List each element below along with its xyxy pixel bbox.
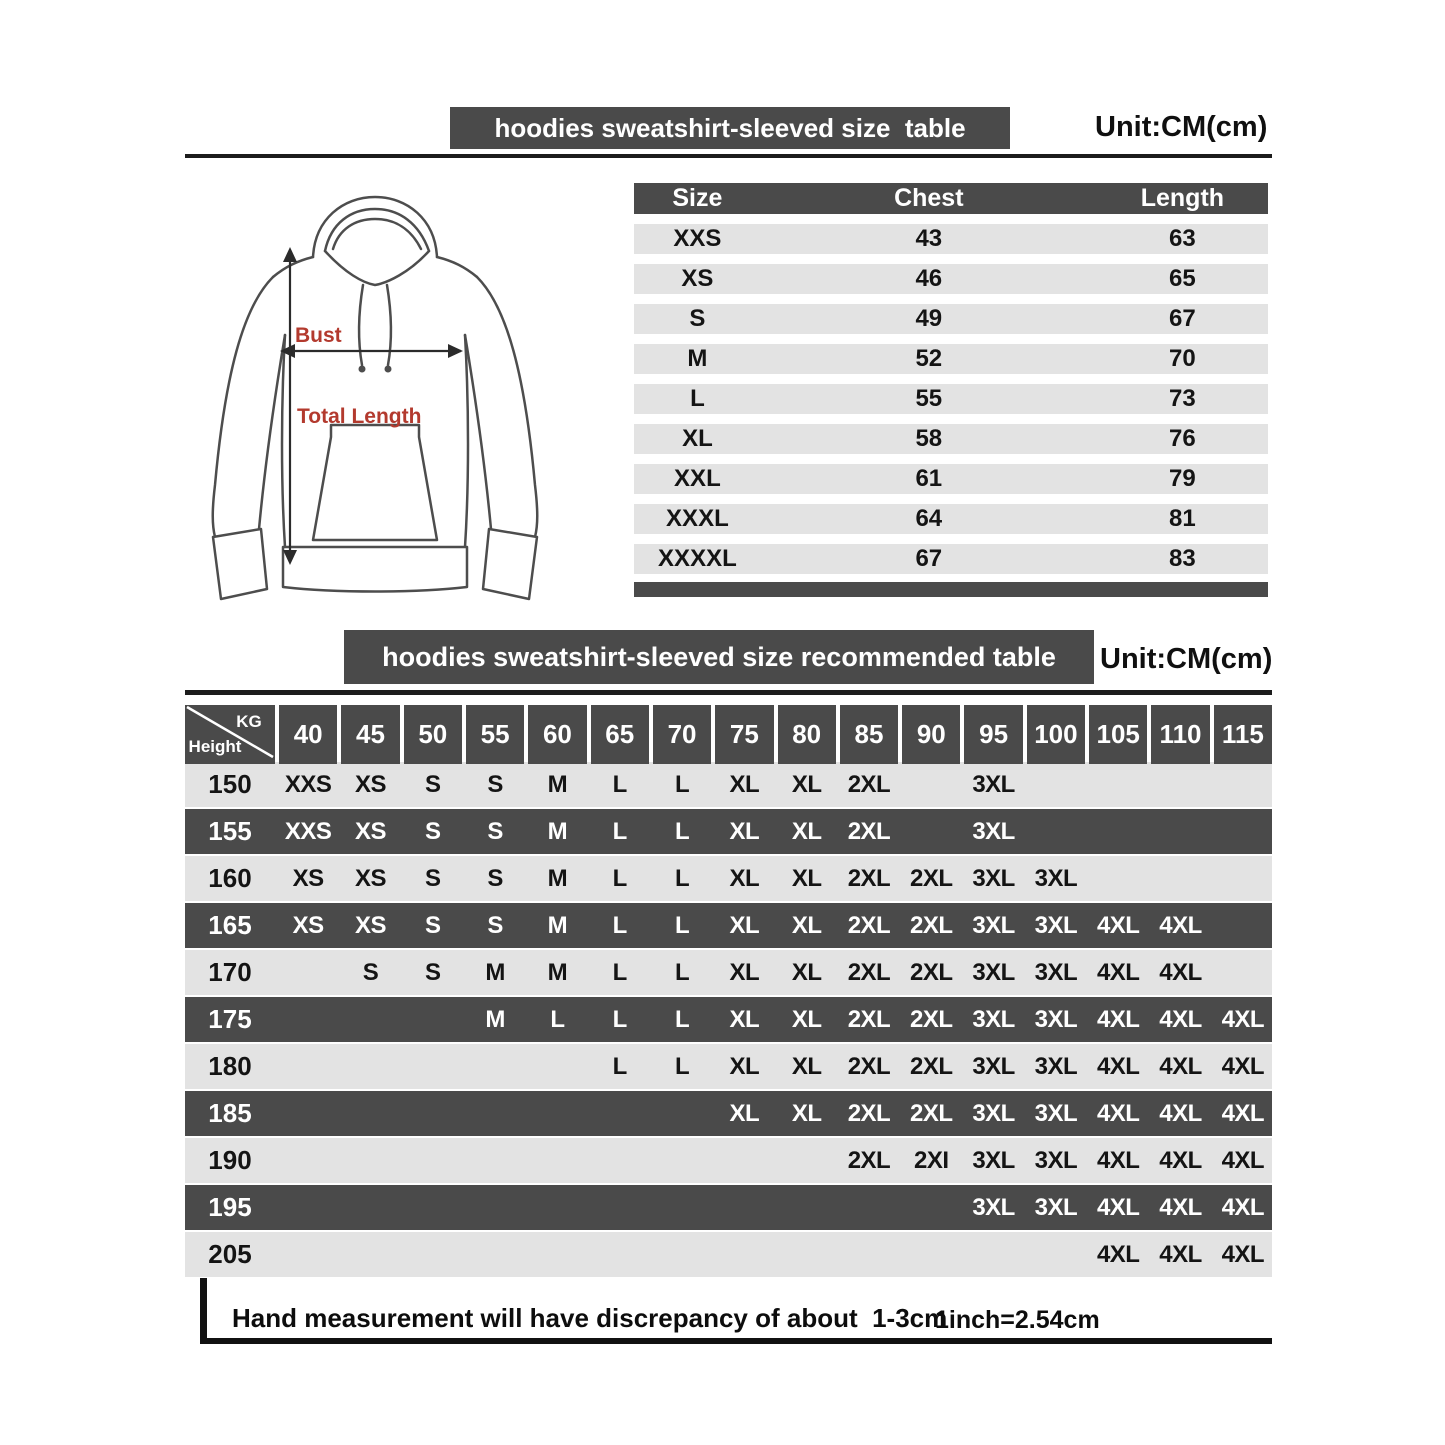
drawstring-left xyxy=(359,285,363,365)
size-cell: 4XL xyxy=(1159,1099,1202,1127)
size-cell: XL xyxy=(729,1052,760,1080)
size-cell: 3XL xyxy=(972,911,1015,939)
unit-label: Unit:CM(cm) xyxy=(1100,643,1273,675)
size-cell: 2XL xyxy=(847,1052,891,1080)
kg-column-header: 70 xyxy=(653,705,711,764)
size-table-cell: 52 xyxy=(915,345,943,372)
kg-column-header: 85 xyxy=(840,705,898,764)
height-label: 155 xyxy=(208,816,252,846)
size-cell: XL xyxy=(791,817,822,845)
size-cell: XL xyxy=(791,958,822,986)
footer-note: Hand measurement will have discrepancy of about 1-3cm xyxy=(232,1303,948,1333)
size-cell: 2XL xyxy=(847,958,891,986)
height-label: 185 xyxy=(208,1098,252,1128)
size-table-cell: 46 xyxy=(915,265,943,292)
size-cell: 4XL xyxy=(1096,1240,1140,1268)
kg-column-header: 75 xyxy=(715,705,773,764)
size-table-cell: 70 xyxy=(1169,345,1196,372)
pocket xyxy=(313,425,437,540)
size-cell: L xyxy=(674,1052,690,1080)
size-cell: 4XL xyxy=(1159,1005,1202,1033)
size-cell: XL xyxy=(729,1099,760,1127)
matrix-row xyxy=(185,809,1272,854)
size-table-cell: 43 xyxy=(915,225,943,252)
size-cell: M xyxy=(547,817,568,845)
height-label: 170 xyxy=(208,957,252,987)
size-cell: M xyxy=(547,864,568,892)
height-label: 165 xyxy=(208,910,252,940)
size-cell: S xyxy=(487,911,503,939)
kg-column-header: 50 xyxy=(404,705,462,764)
size-table-cell: L xyxy=(690,385,705,412)
size-cell: S xyxy=(425,770,441,798)
matrix-row xyxy=(185,1232,1272,1277)
corner-height-label: Height xyxy=(188,737,242,756)
size-table-title: hoodies sweatshirt-sleeved size table xyxy=(494,112,966,143)
size-table-header-cell: Length xyxy=(1140,184,1225,212)
size-cell: 4XL xyxy=(1096,1099,1140,1127)
footer-rule-horizontal xyxy=(200,1338,1272,1344)
size-cell: 3XL xyxy=(972,1099,1015,1127)
size-table-row xyxy=(634,224,1268,254)
size-cell: 4XL xyxy=(1096,1146,1140,1174)
size-cell: 3XL xyxy=(972,1005,1015,1033)
size-table-cell: 83 xyxy=(1169,545,1196,572)
size-cell: 3XL xyxy=(972,1052,1015,1080)
matrix-row xyxy=(185,1044,1272,1089)
size-cell: 3XL xyxy=(1034,1146,1078,1174)
size-table-cell: 58 xyxy=(915,425,943,452)
size-cell: L xyxy=(612,1005,627,1033)
size-cell: L xyxy=(612,864,627,892)
size-cell: L xyxy=(612,911,627,939)
left-cuff xyxy=(213,529,267,599)
size-cell: 3XL xyxy=(972,864,1015,892)
height-label: 195 xyxy=(208,1192,252,1222)
footer-rule-vertical xyxy=(200,1278,207,1344)
size-cell: 4XL xyxy=(1096,958,1140,986)
size-cell: 3XL xyxy=(972,770,1015,798)
kg-column-header: 110 xyxy=(1151,705,1209,764)
height-label: 175 xyxy=(208,1004,252,1034)
size-cell: S xyxy=(425,864,441,892)
size-cell: L xyxy=(674,958,690,986)
size-table-row xyxy=(634,464,1268,494)
kg-column-header: 60 xyxy=(528,705,586,764)
height-label: 205 xyxy=(208,1239,252,1269)
kg-column-header: 55 xyxy=(466,705,524,764)
size-cell: XL xyxy=(729,958,760,986)
size-cell: 2XI xyxy=(914,1146,949,1174)
size-table-row xyxy=(634,424,1268,454)
kg-column-header: 90 xyxy=(902,705,960,764)
size-table-cell: XXXL xyxy=(666,505,729,532)
size-cell: L xyxy=(550,1005,565,1033)
kg-column-header: 40 xyxy=(279,705,337,764)
kg-column-header: 105 xyxy=(1089,705,1147,764)
divider-line xyxy=(185,154,1272,158)
size-cell: XL xyxy=(791,864,822,892)
matrix-row xyxy=(185,950,1272,995)
size-table-row xyxy=(634,344,1268,374)
kg-column-header: 80 xyxy=(778,705,836,764)
size-cell: 3XL xyxy=(1034,1005,1078,1033)
size-table-cell: 67 xyxy=(915,545,943,572)
size-cell: M xyxy=(547,958,568,986)
size-cell: 3XL xyxy=(972,817,1015,845)
size-cell: XL xyxy=(729,770,760,798)
recommended-table xyxy=(185,705,1272,1279)
matrix-row xyxy=(185,1185,1272,1230)
size-table-cell: M xyxy=(687,345,708,372)
size-cell: 4XL xyxy=(1221,1193,1265,1221)
size-cell: 4XL xyxy=(1159,911,1202,939)
size-cell: XL xyxy=(729,1005,760,1033)
size-cell: 3XL xyxy=(972,958,1015,986)
size-table-cell: 55 xyxy=(915,385,943,412)
size-table-cell: 76 xyxy=(1169,425,1196,452)
size-cell: 4XL xyxy=(1096,1193,1140,1221)
hood-outline xyxy=(313,197,437,257)
size-table-row xyxy=(634,504,1268,534)
size-cell: XL xyxy=(791,1052,822,1080)
matrix-rows xyxy=(185,762,1272,1277)
height-label: 180 xyxy=(208,1051,252,1081)
size-cell: XL xyxy=(791,1099,822,1127)
size-table-cell: 63 xyxy=(1169,225,1196,252)
size-cell: 4XL xyxy=(1221,1240,1265,1268)
size-table-cell: 49 xyxy=(915,305,943,332)
size-cell: XL xyxy=(729,911,760,939)
size-cell: 3XL xyxy=(972,1146,1015,1174)
size-cell: 4XL xyxy=(1159,1240,1202,1268)
corner-cell xyxy=(185,705,275,764)
size-cell: 2XL xyxy=(910,958,953,986)
size-cell: 4XL xyxy=(1096,911,1140,939)
size-cell: M xyxy=(485,1005,505,1033)
hem-band xyxy=(283,547,467,592)
size-cell: 2XL xyxy=(847,1146,891,1174)
size-table-rows xyxy=(634,224,1268,574)
size-cell: 4XL xyxy=(1221,1052,1265,1080)
size-cell: 2XL xyxy=(847,1099,891,1127)
size-table-cell: 81 xyxy=(1169,505,1196,532)
size-cell: L xyxy=(674,770,690,798)
unit-conversion: 1inch=2.54cm xyxy=(935,1306,1100,1334)
size-cell: S xyxy=(425,911,441,939)
unit-label: Unit:CM(cm) xyxy=(1095,111,1268,143)
size-table-cell: XXL xyxy=(674,465,721,492)
size-table xyxy=(634,183,1268,597)
size-cell: S xyxy=(487,770,503,798)
size-cell: 3XL xyxy=(1034,911,1078,939)
size-cell: 2XL xyxy=(847,817,891,845)
kg-column-header: 65 xyxy=(591,705,649,764)
size-cell: 3XL xyxy=(1034,1099,1078,1127)
size-cell: 4XL xyxy=(1096,1052,1140,1080)
size-cell: 4XL xyxy=(1221,1099,1265,1127)
size-cell: 3XL xyxy=(1034,1193,1078,1221)
size-cell: 3XL xyxy=(972,1193,1015,1221)
height-label: 160 xyxy=(208,863,252,893)
size-cell: M xyxy=(547,770,568,798)
matrix-row xyxy=(185,1138,1272,1183)
divider-line xyxy=(185,690,1272,695)
size-cell: 3XL xyxy=(1034,864,1078,892)
drawstring-right xyxy=(387,285,391,365)
size-cell: 2XL xyxy=(910,1005,953,1033)
size-table-cell: 61 xyxy=(915,465,943,492)
matrix-row xyxy=(185,903,1272,948)
size-table-header-cell: Chest xyxy=(894,184,964,212)
neckline xyxy=(325,251,429,285)
total-length-label: Total Length xyxy=(297,405,422,428)
size-table-cell: 79 xyxy=(1169,465,1196,492)
size-cell: 4XL xyxy=(1221,1005,1265,1033)
kg-column-header: 45 xyxy=(341,705,399,764)
size-table-cell: XS xyxy=(681,265,714,292)
size-cell: L xyxy=(674,817,690,845)
size-cell: 4XL xyxy=(1159,958,1202,986)
matrix-row xyxy=(185,1091,1272,1136)
size-cell: 2XL xyxy=(847,864,891,892)
size-cell: XS xyxy=(292,864,324,892)
size-cell: L xyxy=(612,1052,627,1080)
size-table-cell: XXXXL xyxy=(658,545,737,572)
size-table-row xyxy=(634,264,1268,294)
total-length-arrow xyxy=(283,247,297,565)
size-cell: L xyxy=(674,911,690,939)
size-cell: XL xyxy=(729,864,760,892)
height-label: 190 xyxy=(208,1145,252,1175)
recommended-table-title: hoodies sweatshirt-sleeved size recommended table xyxy=(382,641,1056,672)
matrix-row xyxy=(185,762,1272,807)
size-table-row xyxy=(634,304,1268,334)
corner-kg-label: KG xyxy=(236,712,262,731)
hood-inner-line xyxy=(333,219,421,249)
size-table-title-bar xyxy=(450,107,1010,149)
right-cuff xyxy=(483,529,537,599)
size-cell: XXS xyxy=(284,817,332,845)
recommended-table-title-bar xyxy=(344,630,1094,684)
size-table-cell: XXS xyxy=(673,225,722,252)
size-cell: XL xyxy=(729,817,760,845)
size-table-cell: XL xyxy=(682,425,713,452)
size-cell: 2XL xyxy=(847,1005,891,1033)
size-table-row xyxy=(634,384,1268,414)
size-cell: 2XL xyxy=(847,911,891,939)
size-table-cell: 67 xyxy=(1169,305,1196,332)
size-cell: L xyxy=(612,817,627,845)
size-table-cell: 64 xyxy=(915,505,943,532)
size-cell: M xyxy=(485,958,505,986)
size-cell: XL xyxy=(791,911,822,939)
size-table-cell: 65 xyxy=(1169,265,1196,292)
size-cell: L xyxy=(674,1005,690,1033)
size-cell: XS xyxy=(354,817,386,845)
size-cell: 4XL xyxy=(1159,1193,1202,1221)
size-cell: XS xyxy=(354,864,386,892)
hoodie-diagram xyxy=(185,185,597,603)
hood-opening xyxy=(325,209,429,251)
size-cell: 4XL xyxy=(1221,1146,1265,1174)
bust-label: Bust xyxy=(295,324,342,347)
size-cell: XXS xyxy=(284,770,332,798)
matrix-row xyxy=(185,997,1272,1042)
size-cell: S xyxy=(425,817,441,845)
matrix-row xyxy=(185,856,1272,901)
size-cell: XS xyxy=(354,911,386,939)
size-table-cell: 73 xyxy=(1169,385,1196,412)
height-label: 150 xyxy=(208,769,252,799)
size-cell: M xyxy=(547,911,568,939)
size-table-header-cell: Size xyxy=(672,184,723,212)
kg-column-header: 100 xyxy=(1027,705,1085,764)
size-table-header xyxy=(634,183,1268,214)
size-cell: 2XL xyxy=(910,1052,953,1080)
size-cell: 4XL xyxy=(1159,1052,1202,1080)
size-table-cell: S xyxy=(689,305,706,332)
size-cell: XL xyxy=(791,1005,822,1033)
size-cell: L xyxy=(612,958,627,986)
size-table-row xyxy=(634,544,1268,574)
size-cell: S xyxy=(425,958,441,986)
size-cell: S xyxy=(487,864,503,892)
size-cell: S xyxy=(487,817,503,845)
size-table-footer-bar xyxy=(634,582,1268,597)
kg-column-header: 115 xyxy=(1214,705,1272,764)
size-cell: 4XL xyxy=(1096,1005,1140,1033)
size-cell: L xyxy=(674,864,690,892)
size-cell: 2XL xyxy=(910,911,953,939)
size-cell: 2XL xyxy=(847,770,891,798)
size-cell: 2XL xyxy=(910,864,953,892)
size-cell: XL xyxy=(791,770,822,798)
size-cell: 2XL xyxy=(910,1099,953,1127)
kg-column-header: 95 xyxy=(964,705,1022,764)
size-cell: XS xyxy=(354,770,386,798)
size-cell: L xyxy=(612,770,627,798)
corner-diagonal xyxy=(185,705,275,759)
size-cell: 3XL xyxy=(1034,958,1078,986)
size-cell: 3XL xyxy=(1034,1052,1078,1080)
size-cell: 4XL xyxy=(1159,1146,1202,1174)
matrix-kg-header xyxy=(185,705,1272,759)
size-cell: XS xyxy=(292,911,324,939)
size-cell: S xyxy=(362,958,379,986)
